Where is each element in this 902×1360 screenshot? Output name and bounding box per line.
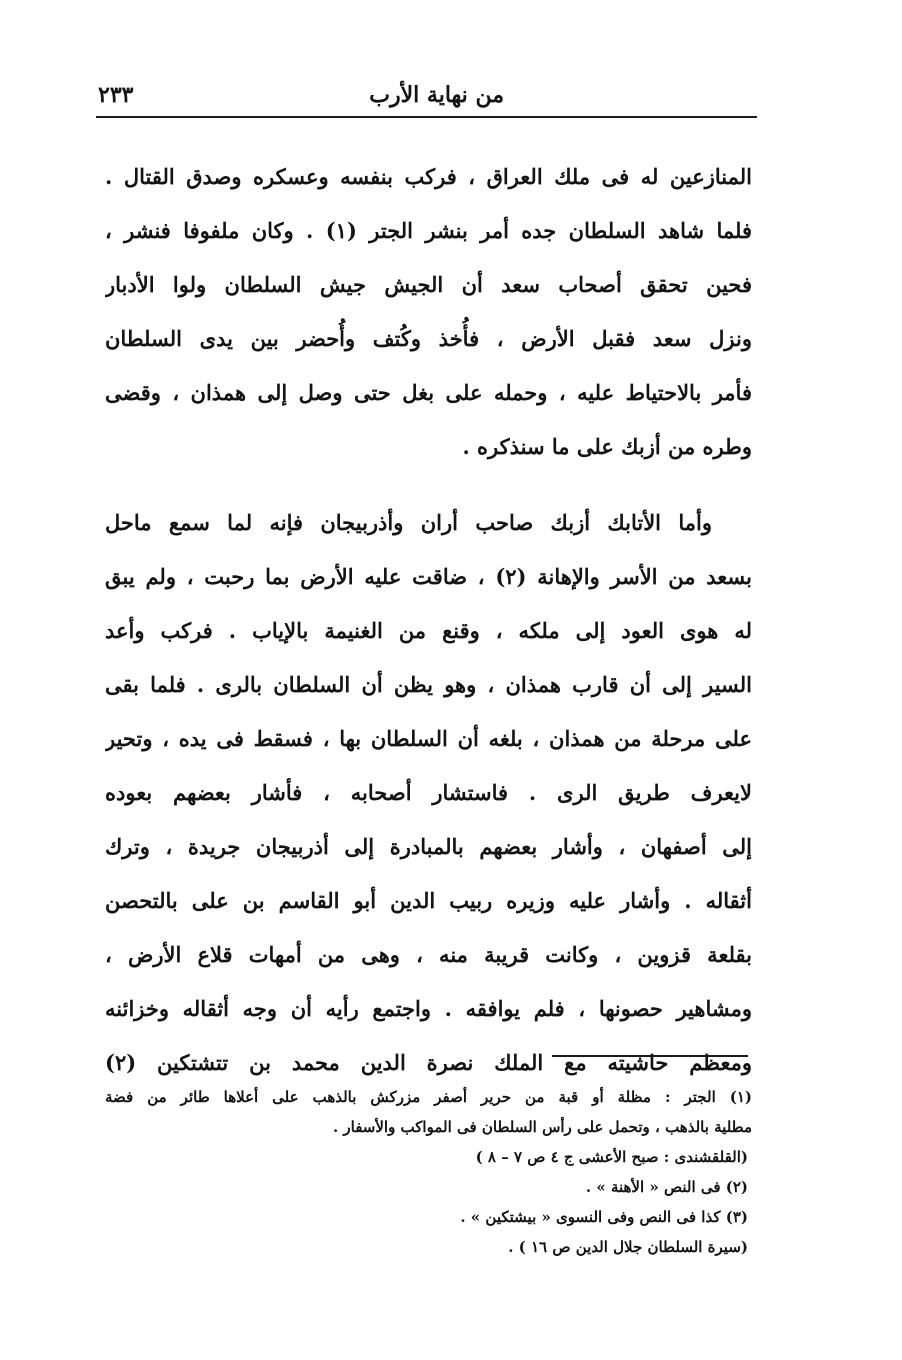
running-title: من نهاية الأرب xyxy=(369,82,504,108)
text-line: ومعظم حاشيته مع الملك نصرة الدين محمد بن تتشتكين (٢) xyxy=(105,1050,752,1075)
text-line: بقلعة قزوين ، وكانت قريبة منه ، وهى من أمهات قلاع الأرض ، xyxy=(105,942,752,967)
header-rule xyxy=(96,116,757,118)
footnotes xyxy=(105,1082,752,1262)
text-line: السير إلى أن قارب همذان ، وهو يظن أن السلطان بالرى . فلما بقى xyxy=(105,672,752,697)
page-number: ٢٣٣ xyxy=(98,82,134,108)
paragraph-1 xyxy=(105,150,752,474)
footnote-rule xyxy=(552,1055,748,1057)
text-line: ونزل سعد فقبل الأرض ، فأُخذ وكُتف وأُحضر بين يدى السلطان xyxy=(105,326,752,351)
text-line: فأمر بالاحتياط عليه ، وحمله على بغل حتى وصل إلى همذان ، وقضى xyxy=(105,380,752,405)
text-line: له هوى العود إلى ملكه ، وقنع من الغنيمة بالإياب . فركب وأعد xyxy=(105,618,752,643)
footnote-1: (١) الجتر : مظلة أو قبة من حرير أصفر مزركش بالذهب على أعلاها طائر من فضة xyxy=(105,1088,752,1106)
text-line: ومشاهير حصونها ، فلم يوافقه . واجتمع رأيه أن وجه أثقاله وخزائنه xyxy=(105,996,752,1021)
text-line: إلى أصفهان ، وأشار بعضهم بالمبادرة إلى أذربيجان جريدة ، وترك xyxy=(105,834,752,859)
text-line: أثقاله . وأشار عليه وزيره ربيب الدين أبو القاسم بن على بالتحصن xyxy=(105,888,752,913)
text-line: وأما الأتابك أزبك صاحب أران وأذربيجان فإنه لما سمع ماحل xyxy=(105,510,712,535)
footnote-2: (٢) فى النص « الأهنة » . xyxy=(585,1178,748,1196)
footnote-3: (٣) كذا فى النص وفى النسوى « بيشتكين » . xyxy=(460,1208,748,1226)
text-line: المنازعين له فى ملك العراق ، فركب بنفسه وعسكره وصدق القتال . xyxy=(105,164,752,189)
text-line: فحين تحقق أصحاب سعد أن الجيش جيش السلطان ولوا الأدبار xyxy=(105,272,752,297)
text-line: على مرحلة من همذان ، بلغه أن السلطان بها ، فسقط فى يده ، وتحير xyxy=(105,726,752,751)
text-line: لايعرف طريق الرى . فاستشار أصحابه ، فأشار بعضهم بعوده xyxy=(105,780,752,805)
footnote-1-continued: مطلية بالذهب ، وتحمل على رأس السلطان فى المواكب والأسفار . xyxy=(332,1118,752,1136)
paragraph-2 xyxy=(105,496,752,1090)
main-text xyxy=(105,150,752,1090)
running-header xyxy=(98,82,754,118)
footnote-3-source: (سيرة السلطان جلال الدين ص ١٦ ) . xyxy=(508,1238,748,1256)
text-line: بسعد من الأسر والإهانة (٢) ، ضاقت عليه الأرض بما رحبت ، ولم يبق xyxy=(105,564,752,589)
footnote-1-source: (القلقشندى : صبح الأعشى ج ٤ ص ٧ – ٨ ) xyxy=(475,1148,748,1166)
text-line: فلما شاهد السلطان جده أمر بنشر الجتر (١) . وكان ملفوفا فنشر ، xyxy=(105,218,752,243)
paragraph-gap xyxy=(105,474,752,496)
text-line: وطره من أزبك على ما سنذكره . xyxy=(462,434,752,459)
